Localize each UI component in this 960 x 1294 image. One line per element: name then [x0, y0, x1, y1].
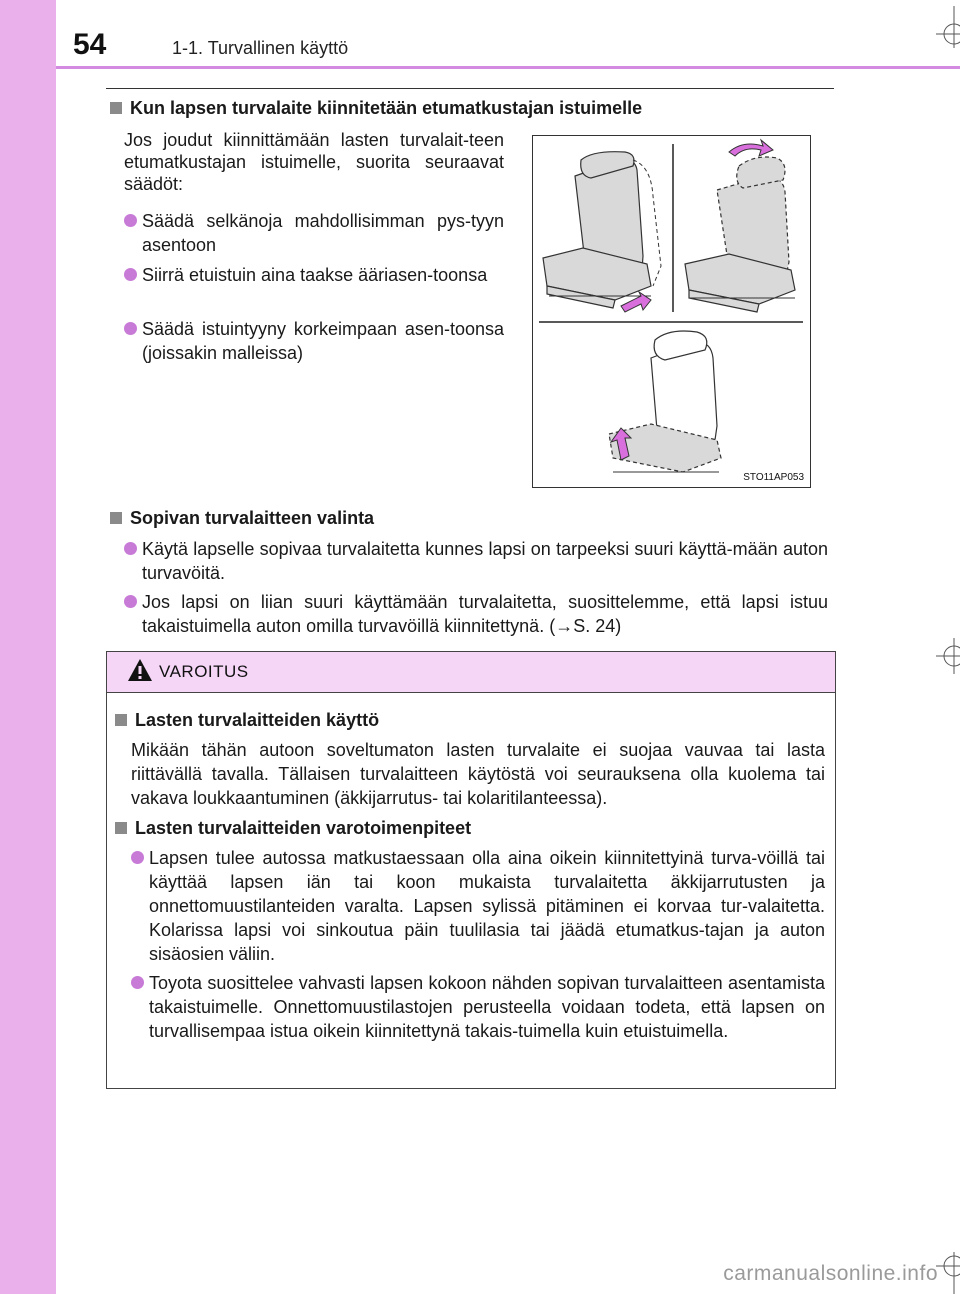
- bullet-dot-icon: [124, 214, 137, 227]
- page-number: 54: [73, 28, 107, 61]
- bullet-dot-icon: [124, 542, 137, 555]
- content-top-rule: [106, 88, 834, 89]
- list-item: Säädä istuintyyny korkeimpaan asen-toonsa (joissakin malleissa): [124, 317, 504, 365]
- warning-list: [131, 971, 825, 1043]
- watermark: carmanualsonline.info: [723, 1262, 938, 1285]
- square-bullet-icon: [110, 512, 122, 524]
- adjustment-list: [124, 263, 504, 287]
- list-item: Jos lapsi on liian suuri käyttämään turvalaitetta, suosittelemme, että lapsi istuu takaistuimella auton omilla turvavöillä kiinnitettynä. (→S. 24): [124, 590, 828, 638]
- choice-list: [124, 537, 828, 585]
- bullet-dot-icon: [124, 595, 137, 608]
- list-item: Lapsen tulee autossa matkustaessaan olla aina oikein kiinnitettyinä turva-vöillä tai käyttää lapsen iän tai koon mukaista turvalaitetta äkkijarrutusten ja onnettomuustilanteiden varalta. Lapsen sylissä pitäminen ei korvaa tur-valaitetta. Kolarissa lapsi voi sinkoutua päin tuulilasia tai jäädä etumatkus-tajan ja auton sisäosien väliin.: [131, 846, 825, 966]
- bullet-dot-icon: [124, 268, 137, 281]
- adjustment-list: [124, 317, 504, 365]
- bullet-dot-icon: [131, 976, 144, 989]
- figure-code: STO11AP053: [743, 472, 804, 483]
- warning-box: [106, 651, 836, 1089]
- section-title: 1-1. Turvallinen käyttö: [172, 38, 349, 58]
- warning-title: VAROITUS: [159, 662, 249, 681]
- seat-adjustment-figure: [532, 135, 811, 488]
- side-tab-strip: [0, 0, 56, 1294]
- bullet-dot-icon: [131, 851, 144, 864]
- registration-mark-icon: [932, 6, 960, 48]
- seat-illustration-icon: [533, 136, 810, 487]
- warning-list: [131, 846, 825, 966]
- square-bullet-icon: [115, 714, 127, 726]
- warning-triangle-icon: [127, 658, 153, 682]
- choice-list: [124, 590, 828, 638]
- warning-subheading: Lasten turvalaitteiden käyttö: [115, 710, 379, 731]
- intro-paragraph: Jos joudut kiinnittämään lasten turvalait-teen etumatkustajan istuimelle, suorita seuraavat säädöt:: [124, 130, 504, 194]
- list-item: Siirrä etuistuin aina taakse ääriasen-toonsa: [124, 263, 504, 287]
- list-item: Säädä selkänoja mahdollisimman pys-tyyn asentoon: [124, 209, 504, 257]
- warning-subheading: Lasten turvalaitteiden varotoimenpiteet: [115, 818, 471, 839]
- square-bullet-icon: [110, 102, 122, 114]
- list-item: Toyota suosittelee vahvasti lapsen kokoon nähden sopivan turvalaitteen asentamista takaistuimelle. Onnettomuustilastojen perusteella voidaan todeta, että lapsen on turvallisempaa istua oikein kiinnitettynä takais-tuimella kuin etuistuimella.: [131, 971, 825, 1043]
- square-bullet-icon: [115, 822, 127, 834]
- heading-choosing-restraint: Sopivan turvalaitteen valinta: [110, 508, 374, 529]
- warning-paragraph: Mikään tähän autoon soveltumaton lasten turvalaite ei suojaa vauvaa tai lasta riittävällä tavalla. Tällaisen turvalaitteen käytöstä voi seurauksena olla kuolema tai vakava loukkaantuminen (äkkijarrutus- tai kolaritilanteessa).: [131, 740, 825, 808]
- bullet-dot-icon: [124, 322, 137, 335]
- list-item: Käytä lapselle sopivaa turvalaitetta kunnes lapsi on tarpeeksi suuri käyttä-mään auton turvavöitä.: [124, 537, 828, 585]
- header-rule: [56, 66, 960, 69]
- adjustment-list: [124, 209, 504, 257]
- registration-mark-icon: [932, 638, 960, 674]
- warning-header: [107, 652, 835, 693]
- heading-front-seat: Kun lapsen turvalaite kiinnitetään etumatkustajan istuimelle: [110, 98, 642, 119]
